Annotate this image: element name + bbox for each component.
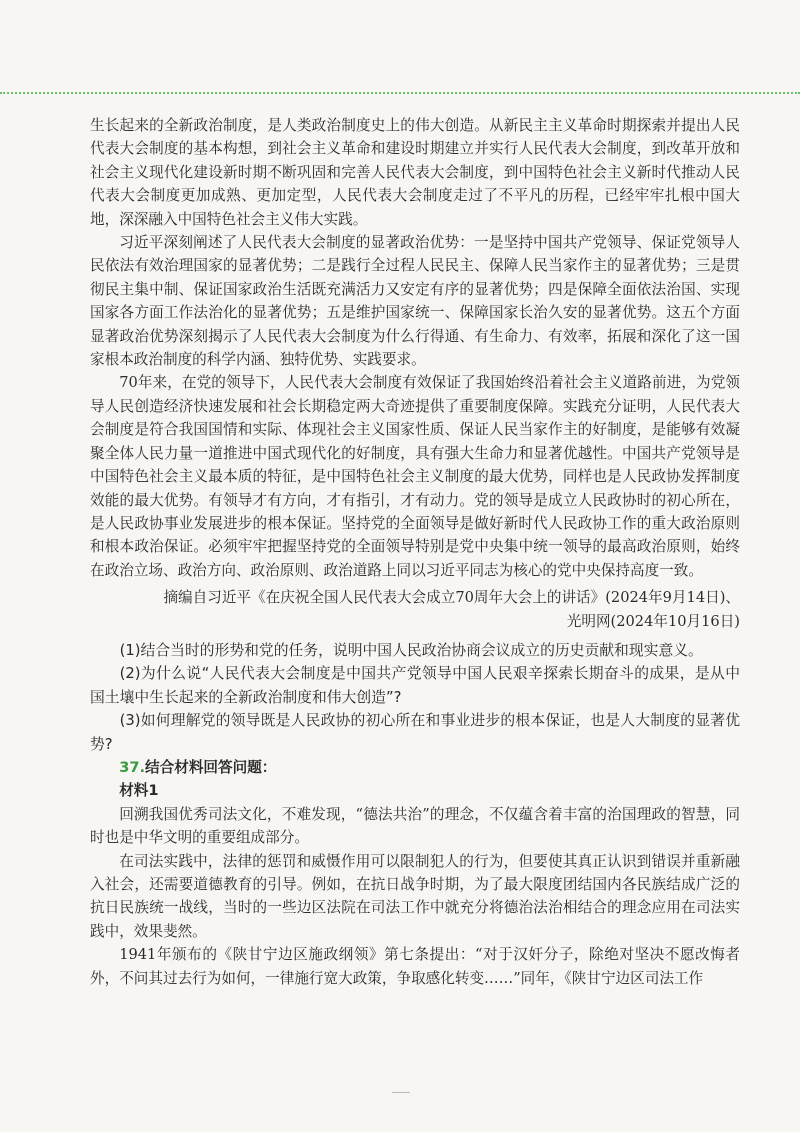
question-37-heading — [90, 756, 740, 779]
question-1: (1)结合当时的形势和党的任务，说明中国人民政治协商会议成立的历史贡献和现实意义。 — [119, 641, 703, 659]
body-paragraph-3: 70年来，在党的领导下，人民代表大会制度有效保证了我国始终沿着社会主义道路前进，为党领导人民创造经济快速发展和社会长期稳定两大奇迹提供了重要制度保障。实践充分证明，人民代表大会制度是符合我国国情和实际、体现社会主义国家性质、保证人民当家作主的好制度，是能够有效凝聚全体人民力量一道推进中国式现代化的好制度，具有强大生命力和显著优越性。中国共产党领导是中国特色社会主义最本质的特征，是中国特色社会主义制度的最大优势，同样也是人民政协发挥制度效能的最大优势。有领导才有方向，才有指引，才有动力。党的领导是成立人民政协时的初心所在，是人民政协事业发展进步的根本保证。坚持党的全面领导是做好新时代人民政协工作的重大政治原则和根本政治保证。必须牢牢把握坚持党的全面领导特别是党中央集中统一领导的最高政治原则，始终在政治立场、政治方向、政治原则、政治道路上同以习近平同志为核心的党中央保持高度一致。 — [90, 374, 740, 579]
material-1-paragraph-1: 回溯我国优秀司法文化，不难发现，“德法共治”的理念，不仅蕴含着丰富的治国理政的智慧，同时也是中华文明的重要组成部分。 — [90, 805, 740, 847]
material-1-paragraph-3: 1941年颁布的《陕甘宁边区施政纲领》第七条提出：“对于汉奸分子，除绝对坚决不愿改悔者外，不问其过去行为如何，一律施行宽大政策，争取感化转变……”同年，《陕甘宁边区司法工作 — [90, 946, 740, 987]
body-paragraph-1: 生长起来的全新政治制度，是人类政治制度史上的伟大创造。从新民主主义革命时期探索并提出人民代表大会制度的基本构想，到社会主义革命和建设时期建立并实行人民代表大会制度，到改革开放和社会主义现代化建设新时期不断巩固和完善人民代表大会制度，到中国特色社会主义新时代推动人民代表大会制度更加成熟、更加定型，人民代表大会制度走过了不平凡的历程，已经牢牢扎根中国大地，深深融入中国特色社会主义伟大实践。 — [90, 117, 740, 228]
page-number-marker — [392, 1092, 410, 1093]
page-body — [90, 114, 740, 990]
source-line-1: 摘编自习近平《在庆祝全国人民代表大会成立70周年大会上的讲话》(2024年9月14日)、 — [163, 589, 740, 607]
source-citation — [90, 586, 740, 633]
question-37-prompt: 结合材料回答问题： — [145, 758, 277, 776]
question-3: (3)如何理解党的领导既是人民政协的初心所在和事业进步的根本保证，也是人大制度的显著优势? — [90, 712, 740, 753]
material-1-title: 材料1 — [119, 782, 159, 800]
body-paragraph-2: 习近平深刻阐述了人民代表大会制度的显著政治优势：一是坚持中国共产党领导、保证党领导人民依法有效治理国家的显著优势；二是践行全过程人民民主、保障人民当家作主的显著优势；三是贯彻民主集中制、保证国家政治生活既充满活力又安定有序的显著优势；四是保障全面依法治国、实现国家各方面工作法治化的显著优势；五是维护国家统一、保障国家长治久安的显著优势。这五个方面显著政治优势深刻揭示了人民代表大会制度为什么行得通、有生命力、有效率，拓展和深化了这一国家根本政治制度的科学内涵、独特优势、实践要求。 — [90, 234, 740, 369]
question-37-number: 37. — [119, 758, 146, 776]
material-1-paragraph-2: 在司法实践中，法律的惩罚和威慑作用可以限制犯人的行为，但要使其真正认识到错误并重新融入社会，还需要道德教育的引导。例如，在抗日战争时期，为了最大限度团结国内各民族结成广泛的抗日民族统一战线，当时的一些边区法院在司法工作中就充分将德治法治相结合的理念应用在司法实践中，效果斐然。 — [90, 852, 740, 940]
header-dotted-rule — [0, 92, 800, 94]
question-2: (2)为什么说“人民代表大会制度是中国共产党领导中国人民艰辛探索长期奋斗的成果，是从中国土壤中生长起来的全新政治制度和伟大创造”? — [90, 665, 740, 706]
source-line-2: 光明网(2024年10月16日) — [566, 612, 740, 630]
